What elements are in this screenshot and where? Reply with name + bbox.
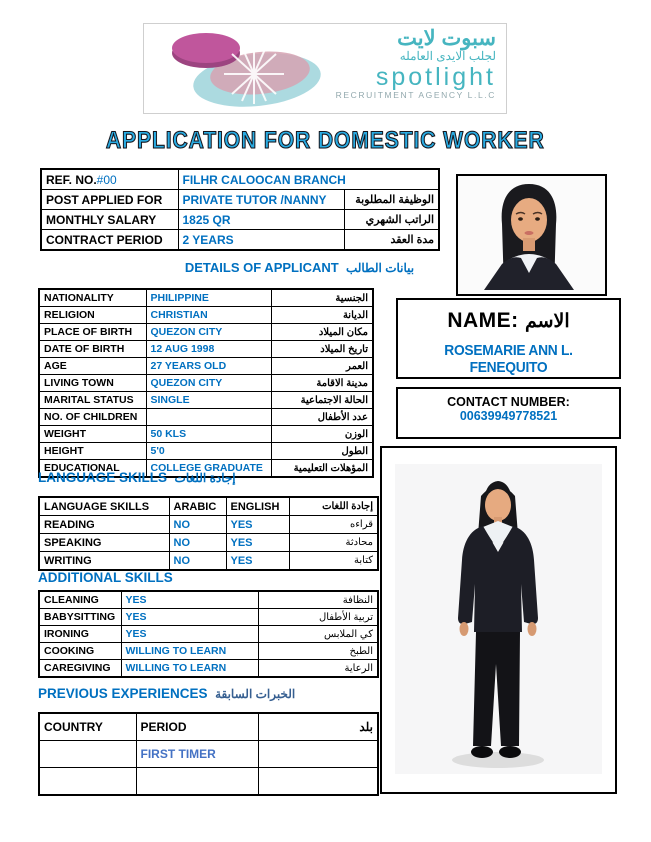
table-row <box>39 534 378 552</box>
detail-label: RELIGION <box>39 307 146 324</box>
lang-arabic: قراءه <box>289 516 378 534</box>
table-row <box>39 324 373 341</box>
detail-value: 12 AUG 1998 <box>146 341 271 358</box>
detail-arabic: تاريخ الميلاد <box>271 341 373 358</box>
lang-header-arabic: إجادة اللغات <box>289 497 378 516</box>
table-row <box>39 426 373 443</box>
table-row <box>39 409 373 426</box>
lang-label: WRITING <box>39 552 169 571</box>
skill-arabic: كي الملابس <box>258 626 378 643</box>
detail-value: QUEZON CITY <box>146 324 271 341</box>
contact-number: 00639949778521 <box>459 409 558 423</box>
logo-brand-subtitle: RECRUITMENT AGENCY L.L.C <box>335 89 496 100</box>
salary-value: 1825 QR <box>178 210 344 230</box>
skill-value: WILLING TO LEARN <box>121 643 258 660</box>
salary-arabic: الراتب الشهري <box>344 210 439 230</box>
lang-arabic-skill: NO <box>169 516 226 534</box>
lang-label: SPEAKING <box>39 534 169 552</box>
detail-arabic: المؤهلات التعليمية <box>271 460 373 478</box>
skill-label: BABYSITTING <box>39 609 121 626</box>
skill-arabic: النظافة <box>258 591 378 609</box>
table-row <box>39 358 373 375</box>
detail-value: 27 YEARS OLD <box>146 358 271 375</box>
detail-value: PHILIPPINE <box>146 289 271 307</box>
table-row <box>39 552 378 571</box>
skill-value: WILLING TO LEARN <box>121 660 258 678</box>
details-heading: DETAILS OF APPLICANT بيانات الطالب <box>184 260 415 275</box>
lang-header: ARABIC <box>169 497 226 516</box>
detail-label: WEIGHT <box>39 426 146 443</box>
ref-no-label: REF. NO.#00 <box>41 169 178 190</box>
contract-label: CONTRACT PERIOD <box>41 230 178 251</box>
detail-label: PLACE OF BIRTH <box>39 324 146 341</box>
detail-arabic: الوزن <box>271 426 373 443</box>
contract-arabic: مدة العقد <box>344 230 439 251</box>
skill-label: CLEANING <box>39 591 121 609</box>
table-row <box>39 443 373 460</box>
table-row <box>39 713 378 741</box>
table-row <box>39 307 373 324</box>
table-row <box>41 169 439 190</box>
table-row <box>39 591 378 609</box>
applicant-headshot-photo <box>456 174 607 296</box>
detail-label: DATE OF BIRTH <box>39 341 146 358</box>
detail-arabic: مدينة الاقامة <box>271 375 373 392</box>
reference-table <box>40 168 440 251</box>
detail-value: QUEZON CITY <box>146 375 271 392</box>
language-skills-heading: LANGUAGE SKILLS إجادة اللغات <box>38 470 236 485</box>
name-label: NAME: <box>447 309 519 332</box>
detail-value: 50 KLS <box>146 426 271 443</box>
table-row <box>39 609 378 626</box>
language-skills-table <box>38 496 379 571</box>
lang-arabic: كتابة <box>289 552 378 571</box>
country-header-arabic: بلد <box>258 713 378 741</box>
country-cell <box>39 741 136 768</box>
previous-experiences-table <box>38 712 379 796</box>
detail-label: AGE <box>39 358 146 375</box>
skill-label: IRONING <box>39 626 121 643</box>
lang-label: READING <box>39 516 169 534</box>
table-row <box>39 375 373 392</box>
table-row <box>39 392 373 409</box>
name-box <box>396 298 621 379</box>
page-title: APPLICATION FOR DOMESTIC WORKER <box>106 127 545 154</box>
fullbody-image <box>395 464 602 774</box>
arabic-cell <box>258 741 378 768</box>
lang-arabic-skill: NO <box>169 534 226 552</box>
table-row <box>39 643 378 660</box>
detail-arabic: الديانة <box>271 307 373 324</box>
contract-value: 2 YEARS <box>178 230 344 251</box>
lang-english-skill: YES <box>226 534 289 552</box>
lang-header: LANGUAGE SKILLS <box>39 497 169 516</box>
logo-arabic-subtitle: لجلب الايدى العامله <box>399 49 496 64</box>
logo-brand: spotlight <box>375 62 496 91</box>
details-table <box>38 288 374 478</box>
country-header: COUNTRY <box>39 713 136 741</box>
lang-header: ENGLISH <box>226 497 289 516</box>
table-row <box>41 190 439 210</box>
name-label-arabic: الاسم <box>524 311 570 332</box>
detail-arabic: مكان الميلاد <box>271 324 373 341</box>
detail-label: LIVING TOWN <box>39 375 146 392</box>
table-row <box>39 660 378 678</box>
period-cell <box>136 768 258 796</box>
country-cell <box>39 768 136 796</box>
applicant-name: ROSEMARIE ANN L. FENEQUITO <box>444 342 573 376</box>
applicant-fullbody-photo <box>380 446 617 794</box>
salary-label: MONTHLY SALARY <box>41 210 178 230</box>
detail-arabic: الجنسية <box>271 289 373 307</box>
detail-label: NATIONALITY <box>39 289 146 307</box>
agency-logo <box>143 23 507 114</box>
post-label: POST APPLIED FOR <box>41 190 178 210</box>
contact-label: CONTACT NUMBER: <box>447 395 570 409</box>
skill-label: CAREGIVING <box>39 660 121 678</box>
table-row <box>41 230 439 251</box>
detail-value: SINGLE <box>146 392 271 409</box>
skill-label: COOKING <box>39 643 121 660</box>
table-row <box>39 497 378 516</box>
detail-value: COLLEGE GRADUATE <box>146 460 271 478</box>
additional-skills-heading: ADDITIONAL SKILLS <box>38 570 173 585</box>
detail-arabic: عدد الأطفال <box>271 409 373 426</box>
skill-arabic: تربية الأطفال <box>258 609 378 626</box>
detail-value: 5'0 <box>146 443 271 460</box>
detail-value: CHRISTIAN <box>146 307 271 324</box>
lang-english-skill: YES <box>226 516 289 534</box>
post-arabic: الوظيفة المطلوبة <box>344 190 439 210</box>
ref-no-value: FILHR CALOOCAN BRANCH <box>178 169 439 190</box>
table-row <box>39 741 378 768</box>
period-header: PERIOD <box>136 713 258 741</box>
detail-label: MARITAL STATUS <box>39 392 146 409</box>
previous-experiences-heading: PREVIOUS EXPERIENCES الخبرات السابقة <box>38 686 296 701</box>
detail-value <box>146 409 271 426</box>
logo-arabic-title: سبوت لايت <box>397 27 496 50</box>
skill-value: YES <box>121 626 258 643</box>
table-row <box>39 768 378 796</box>
table-row <box>41 210 439 230</box>
skill-arabic: الطبخ <box>258 643 378 660</box>
skill-value: YES <box>121 591 258 609</box>
post-value: PRIVATE TUTOR /NANNY <box>178 190 344 210</box>
lang-arabic-skill: NO <box>169 552 226 571</box>
additional-skills-table <box>38 590 379 678</box>
arabic-cell <box>258 768 378 796</box>
period-cell: FIRST TIMER <box>136 741 258 768</box>
skill-value: YES <box>121 609 258 626</box>
detail-arabic: الحالة الاجتماعية <box>271 392 373 409</box>
skill-arabic: الرعاية <box>258 660 378 678</box>
table-row <box>39 516 378 534</box>
table-row <box>39 341 373 358</box>
detail-label: HEIGHT <box>39 443 146 460</box>
detail-label: EDUCATIONAL <box>39 460 146 478</box>
detail-arabic: الطول <box>271 443 373 460</box>
table-row <box>39 289 373 307</box>
contact-box <box>396 387 621 439</box>
spotlight-disc-icon <box>162 26 342 111</box>
detail-label: NO. OF CHILDREN <box>39 409 146 426</box>
lang-english-skill: YES <box>226 552 289 571</box>
lang-arabic: محادثة <box>289 534 378 552</box>
table-row <box>39 626 378 643</box>
detail-arabic: العمر <box>271 358 373 375</box>
